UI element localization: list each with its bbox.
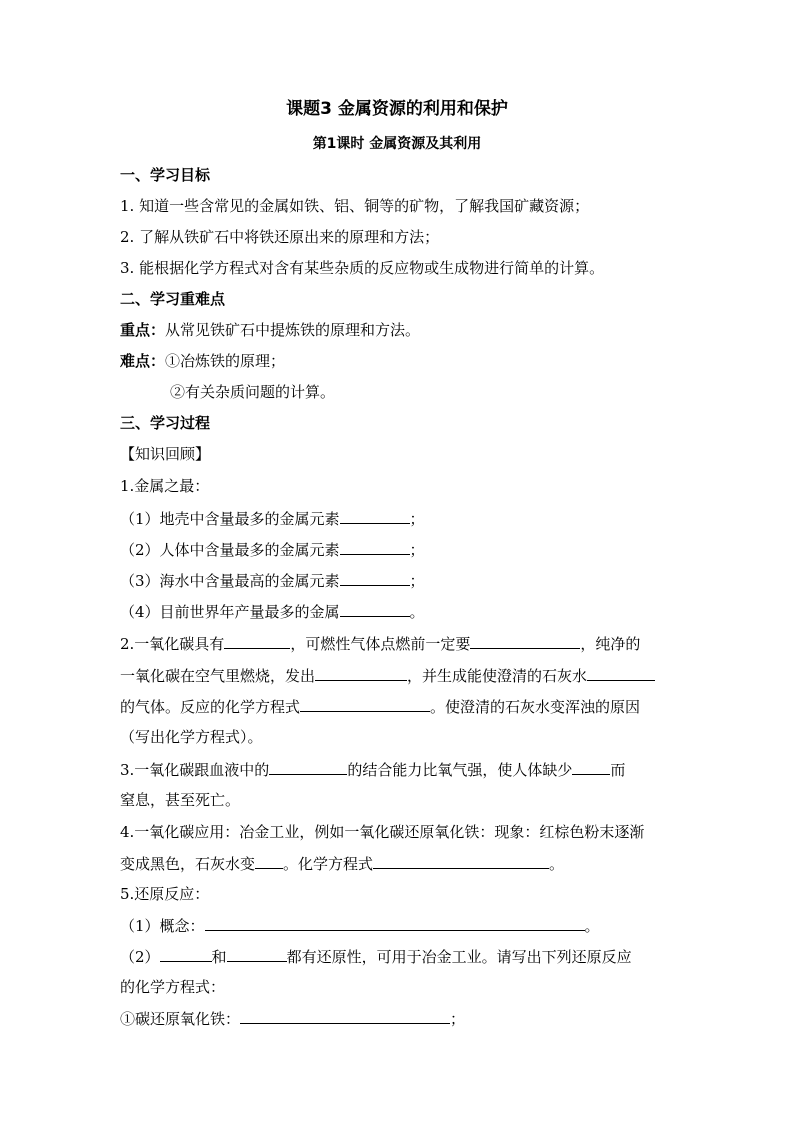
answer-blank[interactable] <box>340 539 410 555</box>
answer-blank[interactable] <box>224 633 290 649</box>
question-text: 。化学方程式 <box>283 855 374 873</box>
answer-blank[interactable] <box>269 759 347 775</box>
question-5-concept <box>120 915 600 936</box>
question-4-line-2 <box>120 853 564 874</box>
page-title: 课题3 金属资源的利用和保护 <box>286 99 508 119</box>
question-text: 的结合能力比氧气强，使人体缺少 <box>347 761 573 779</box>
question-text: （2） <box>120 948 160 966</box>
question-1-item-1 <box>120 508 425 529</box>
answer-blank[interactable] <box>255 853 283 869</box>
key-point-label: 重点： <box>120 321 166 339</box>
answer-blank[interactable] <box>340 570 410 586</box>
question-5-line-4 <box>120 1008 465 1029</box>
question-text: ，并生成能使澄清的石灰水 <box>407 667 588 685</box>
answer-blank[interactable] <box>315 665 407 681</box>
question-text: 而 <box>610 761 626 779</box>
difficulty-text-2: ②有关杂质问题的计算。 <box>170 383 336 401</box>
question-5-line-3: 的化学方程式： <box>120 978 226 996</box>
question-text: ，可燃性气体点燃前一定要 <box>290 635 471 653</box>
question-text: （1）地壳中含量最多的金属元素 <box>120 510 340 528</box>
question-text: 。使澄清的石灰水变浑浊的原因 <box>430 698 641 716</box>
question-1-item-4 <box>120 601 425 622</box>
question-5-line-2 <box>120 946 632 967</box>
question-text: 3.一氧化碳跟血液中的 <box>120 761 270 779</box>
section-heading-process: 三、学习过程 <box>120 414 211 432</box>
question-1-head: 1.金属之最： <box>120 477 210 495</box>
goal-item-3: 3. 能根据化学方程式对含有某些杂质的反应物或生成物进行简单的计算。 <box>120 259 605 277</box>
answer-blank[interactable] <box>227 946 287 962</box>
punctuation: ； <box>409 510 425 528</box>
punctuation: 。 <box>409 603 425 621</box>
question-text: 2.一氧化碳具有 <box>120 635 225 653</box>
question-1-item-2 <box>120 539 425 560</box>
question-1-item-3 <box>120 570 425 591</box>
question-2-line-1 <box>120 633 640 654</box>
knowledge-review-label: 【知识回顾】 <box>120 445 211 463</box>
answer-blank[interactable] <box>340 601 410 617</box>
punctuation: 。 <box>549 855 565 873</box>
question-3-line-1 <box>120 759 625 780</box>
question-text: 的气体。反应的化学方程式 <box>120 698 301 716</box>
question-text: （4）目前世界年产量最多的金属 <box>120 603 340 621</box>
answer-blank[interactable] <box>373 853 549 869</box>
question-text: 一氧化碳在空气里燃烧，发出 <box>120 667 316 685</box>
question-text: （1）概念： <box>120 917 205 935</box>
goal-item-2: 2. 了解从铁矿石中将铁还原出来的原理和方法； <box>120 228 440 246</box>
answer-blank[interactable] <box>300 696 430 712</box>
question-text: ，纯净的 <box>580 635 641 653</box>
punctuation: 。 <box>584 917 600 935</box>
question-text: 都有还原性，可用于冶金工业。请写出下列还原反应 <box>286 948 632 966</box>
punctuation: ； <box>450 1010 466 1028</box>
punctuation: ； <box>409 572 425 590</box>
question-text: 变成黑色，石灰水变 <box>120 855 256 873</box>
difficulty-text-1: ①冶炼铁的原理； <box>165 352 286 370</box>
question-2-line-4: （写出化学方程式）。 <box>120 728 263 746</box>
answer-blank[interactable] <box>240 1008 450 1024</box>
answer-blank[interactable] <box>205 915 585 931</box>
section-heading-goals: 一、学习目标 <box>120 166 211 184</box>
key-point-text: 从常见铁矿石中提炼铁的原理和方法。 <box>165 321 421 339</box>
answer-blank[interactable] <box>587 665 655 681</box>
punctuation: ； <box>409 541 425 559</box>
answer-blank[interactable] <box>470 633 580 649</box>
difficulty-line <box>120 351 285 371</box>
answer-blank[interactable] <box>572 759 610 775</box>
question-text: ①碳还原氧化铁： <box>120 1010 241 1028</box>
key-point-line <box>120 320 420 340</box>
section-heading-key-points: 二、学习重难点 <box>120 290 226 308</box>
difficulty-label: 难点： <box>120 352 166 370</box>
question-text: 和 <box>211 948 227 966</box>
answer-blank[interactable] <box>160 946 212 962</box>
question-5-head: 5.还原反应： <box>120 885 210 903</box>
page-subtitle: 第1课时 金属资源及其利用 <box>312 136 482 152</box>
question-3-line-2: 窒息，甚至死亡。 <box>120 791 241 809</box>
goal-item-1: 1. 知道一些含常见的金属如铁、铝、铜等的矿物，了解我国矿藏资源； <box>120 197 590 215</box>
question-4-line-1: 4.一氧化碳应用：冶金工业，例如一氧化碳还原氧化铁：现象：红棕色粉末逐渐 <box>120 823 645 841</box>
question-2-line-2 <box>120 665 655 686</box>
answer-blank[interactable] <box>340 508 410 524</box>
question-text: （3）海水中含量最高的金属元素 <box>120 572 340 590</box>
question-2-line-3 <box>120 696 640 717</box>
question-text: （2）人体中含量最多的金属元素 <box>120 541 340 559</box>
